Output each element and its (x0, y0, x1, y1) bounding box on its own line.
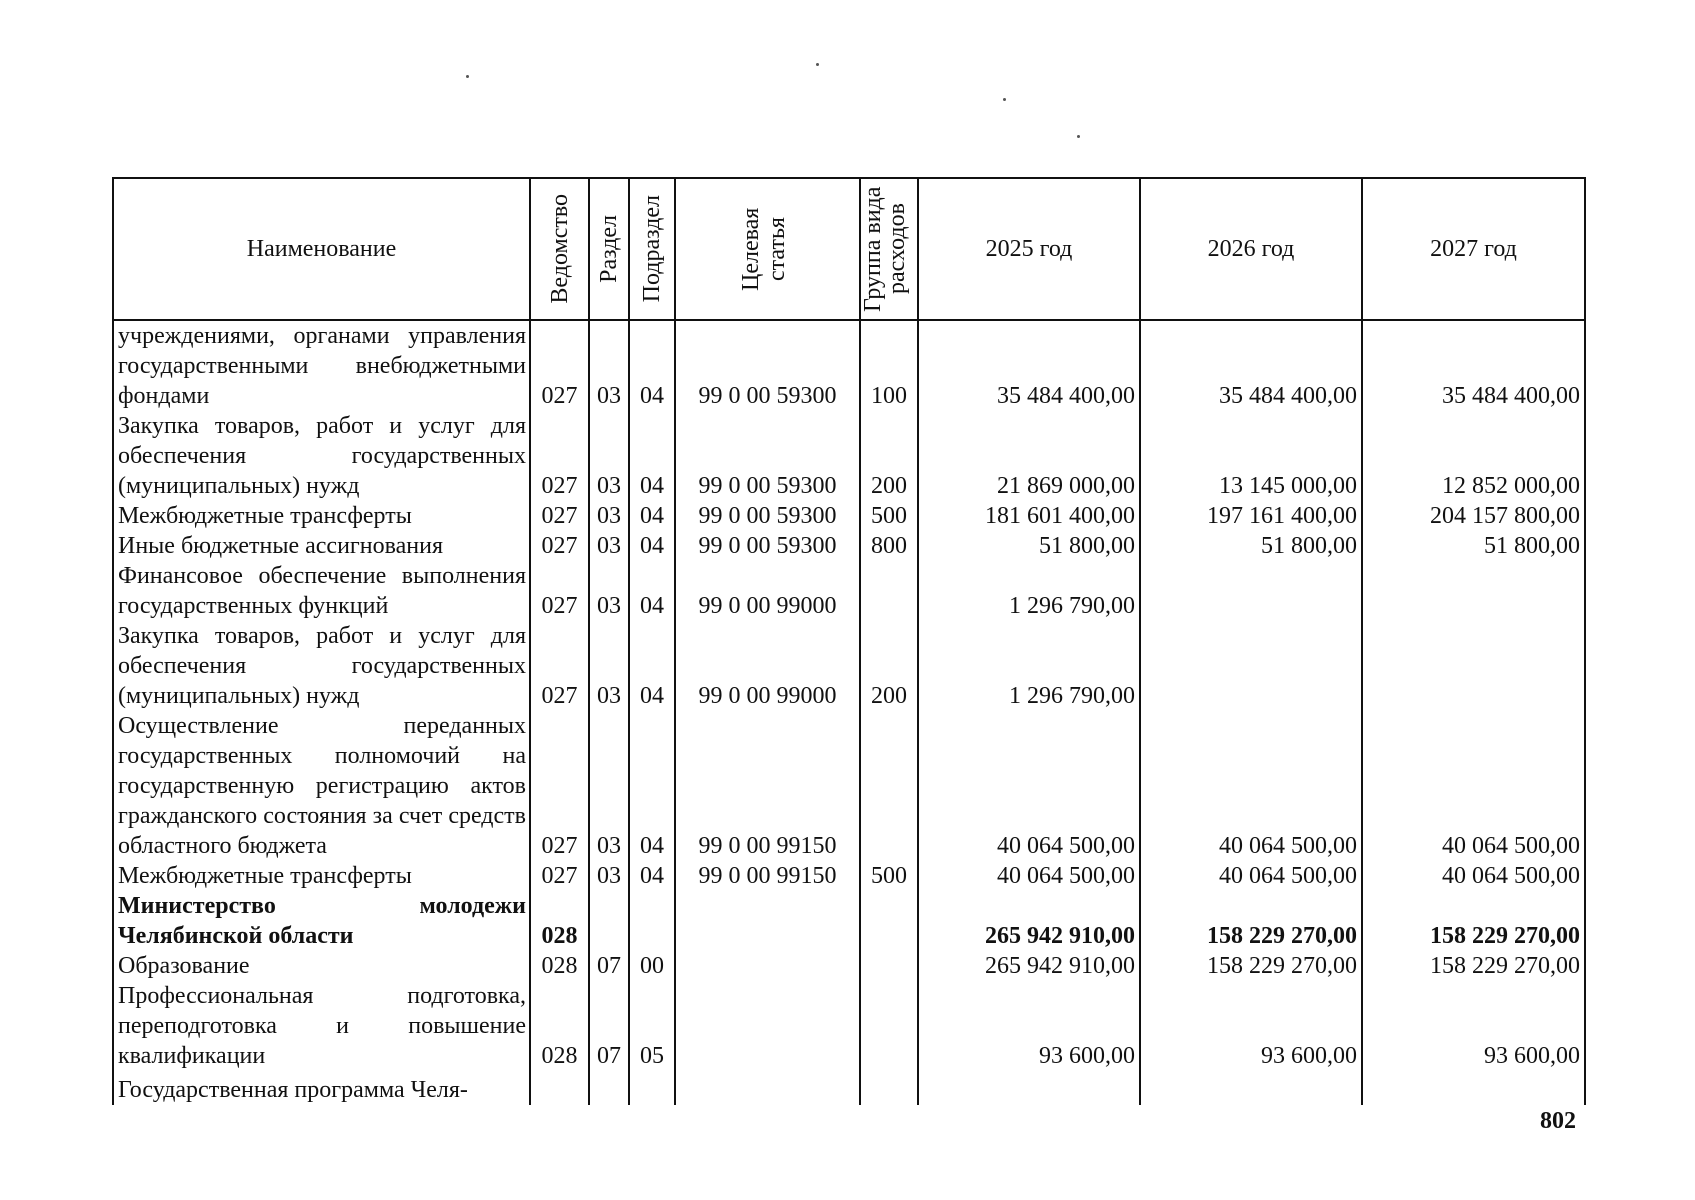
cell-2025: 1 296 790,00 (918, 621, 1140, 711)
cell-vedomstvo (530, 1071, 589, 1105)
table-row (113, 501, 1585, 531)
cell-podrazdel: 00 (629, 951, 675, 981)
header-podrazdel: Подраздел (629, 178, 675, 320)
cell-celevaya-statya: 99 0 00 99000 (675, 561, 860, 621)
cell-2026: 93 600,00 (1140, 981, 1362, 1071)
cell-2027 (1362, 1071, 1585, 1105)
cell-name: Иные бюджетные ассигнования (113, 531, 530, 561)
cell-2027: 204 157 800,00 (1362, 501, 1585, 531)
cell-gruppa: 100 (860, 320, 918, 411)
table-body (113, 320, 1585, 1105)
table-header-row (113, 178, 1585, 320)
cell-2025: 21 869 000,00 (918, 411, 1140, 501)
cell-name: Министерство молодежи Челябинской области (113, 891, 530, 951)
cell-podrazdel: 04 (629, 531, 675, 561)
cell-2026 (1140, 561, 1362, 621)
cell-razdel: 03 (589, 320, 629, 411)
cell-gruppa (860, 891, 918, 951)
cell-gruppa: 800 (860, 531, 918, 561)
cell-celevaya-statya: 99 0 00 59300 (675, 411, 860, 501)
table-row (113, 531, 1585, 561)
cell-2027: 158 229 270,00 (1362, 951, 1585, 981)
cell-gruppa (860, 711, 918, 861)
cell-vedomstvo: 028 (530, 951, 589, 981)
table-row (113, 981, 1585, 1071)
header-celevaya-statya: Целевая статья (675, 178, 860, 320)
cell-2027 (1362, 621, 1585, 711)
cell-2026 (1140, 1071, 1362, 1105)
cell-gruppa (860, 981, 918, 1071)
cell-2025: 51 800,00 (918, 531, 1140, 561)
cell-gruppa: 200 (860, 411, 918, 501)
cell-vedomstvo: 028 (530, 981, 589, 1071)
cell-celevaya-statya: 99 0 00 59300 (675, 501, 860, 531)
cell-2027: 158 229 270,00 (1362, 891, 1585, 951)
cell-2025: 1 296 790,00 (918, 561, 1140, 621)
cell-name: Межбюджетные трансферты (113, 861, 530, 891)
cell-vedomstvo: 027 (530, 320, 589, 411)
page-number: 802 (1540, 1108, 1576, 1134)
table-row (113, 320, 1585, 411)
cell-razdel: 03 (589, 621, 629, 711)
cell-vedomstvo: 027 (530, 621, 589, 711)
cell-2025 (918, 1071, 1140, 1105)
cell-celevaya-statya: 99 0 00 59300 (675, 320, 860, 411)
cell-name: Осуществление переданных государственных полномочий на государственную регистрацию актов гражданского состояния за счет средств областного бюджета (113, 711, 530, 861)
cell-2027: 12 852 000,00 (1362, 411, 1585, 501)
cell-celevaya-statya (675, 891, 860, 951)
cell-gruppa: 200 (860, 621, 918, 711)
cell-razdel: 03 (589, 501, 629, 531)
cell-2027 (1362, 561, 1585, 621)
cell-podrazdel: 04 (629, 320, 675, 411)
table-row (113, 411, 1585, 501)
cell-2025: 181 601 400,00 (918, 501, 1140, 531)
cell-2026: 35 484 400,00 (1140, 320, 1362, 411)
cell-2027: 51 800,00 (1362, 531, 1585, 561)
cell-razdel: 03 (589, 711, 629, 861)
cell-celevaya-statya: 99 0 00 59300 (675, 531, 860, 561)
cell-2025: 265 942 910,00 (918, 951, 1140, 981)
cell-podrazdel: 04 (629, 501, 675, 531)
cell-gruppa (860, 1071, 918, 1105)
cell-razdel: 03 (589, 411, 629, 501)
cell-razdel: 03 (589, 561, 629, 621)
cell-vedomstvo: 027 (530, 531, 589, 561)
header-name: Наименование (113, 178, 530, 320)
cell-2026: 51 800,00 (1140, 531, 1362, 561)
cell-razdel: 03 (589, 861, 629, 891)
table-row (113, 891, 1585, 951)
cell-2025: 40 064 500,00 (918, 861, 1140, 891)
cell-podrazdel: 04 (629, 561, 675, 621)
table-row (113, 561, 1585, 621)
cell-gruppa: 500 (860, 501, 918, 531)
cell-gruppa (860, 951, 918, 981)
header-2025: 2025 год (918, 178, 1140, 320)
cell-name: Межбюджетные трансферты (113, 501, 530, 531)
cell-vedomstvo: 027 (530, 411, 589, 501)
cell-2025: 35 484 400,00 (918, 320, 1140, 411)
header-gruppa-vida-rashodov: Группа вида расходов (860, 178, 918, 320)
cell-name: Финансовое обеспечение выполнения государственных функций (113, 561, 530, 621)
budget-table (112, 177, 1586, 1105)
scan-speck (816, 63, 819, 66)
cell-2026: 13 145 000,00 (1140, 411, 1362, 501)
cell-name: Закупка товаров, работ и услуг для обеспечения государственных (муниципальных) нужд (113, 411, 530, 501)
cell-celevaya-statya: 99 0 00 99000 (675, 621, 860, 711)
cell-2026 (1140, 621, 1362, 711)
cell-2027: 40 064 500,00 (1362, 711, 1585, 861)
cell-name: Закупка товаров, работ и услуг для обеспечения государственных (муниципальных) нужд (113, 621, 530, 711)
header-2027: 2027 год (1362, 178, 1585, 320)
cell-name: Профессиональная подготовка, переподготовка и повышение квалификации (113, 981, 530, 1071)
cell-name: Государственная программа Челя- (113, 1071, 530, 1105)
cell-2026: 197 161 400,00 (1140, 501, 1362, 531)
scan-speck (466, 75, 469, 78)
cell-2027: 35 484 400,00 (1362, 320, 1585, 411)
cell-podrazdel: 04 (629, 861, 675, 891)
table-row (113, 861, 1585, 891)
cell-razdel: 03 (589, 531, 629, 561)
cell-podrazdel: 04 (629, 621, 675, 711)
cell-celevaya-statya (675, 981, 860, 1071)
table-row (113, 951, 1585, 981)
cell-2026: 40 064 500,00 (1140, 861, 1362, 891)
cell-podrazdel: 04 (629, 411, 675, 501)
cell-celevaya-statya: 99 0 00 99150 (675, 861, 860, 891)
header-vedomstvo: Ведомство (530, 178, 589, 320)
cell-razdel: 07 (589, 981, 629, 1071)
cell-razdel: 07 (589, 951, 629, 981)
cell-podrazdel (629, 1071, 675, 1105)
cell-celevaya-statya: 99 0 00 99150 (675, 711, 860, 861)
cell-podrazdel (629, 891, 675, 951)
cell-2025: 265 942 910,00 (918, 891, 1140, 951)
cell-vedomstvo: 027 (530, 711, 589, 861)
cell-razdel (589, 1071, 629, 1105)
cell-name: Образование (113, 951, 530, 981)
cell-2026: 40 064 500,00 (1140, 711, 1362, 861)
cell-podrazdel: 04 (629, 711, 675, 861)
cell-celevaya-statya (675, 951, 860, 981)
cell-2026: 158 229 270,00 (1140, 951, 1362, 981)
table-row (113, 621, 1585, 711)
header-2026: 2026 год (1140, 178, 1362, 320)
cell-2027: 93 600,00 (1362, 981, 1585, 1071)
cell-2025: 40 064 500,00 (918, 711, 1140, 861)
table-row (113, 711, 1585, 861)
cell-vedomstvo: 027 (530, 861, 589, 891)
cell-celevaya-statya (675, 1071, 860, 1105)
cell-gruppa (860, 561, 918, 621)
cell-2027: 40 064 500,00 (1362, 861, 1585, 891)
cell-podrazdel: 05 (629, 981, 675, 1071)
cell-name: учреждениями, органами управления государственными внебюджетными фондами (113, 320, 530, 411)
cell-gruppa: 500 (860, 861, 918, 891)
cell-razdel (589, 891, 629, 951)
cell-vedomstvo: 027 (530, 501, 589, 531)
cell-vedomstvo: 028 (530, 891, 589, 951)
cell-2026: 158 229 270,00 (1140, 891, 1362, 951)
cell-2025: 93 600,00 (918, 981, 1140, 1071)
scan-speck (1077, 135, 1080, 138)
table-row (113, 1071, 1585, 1105)
header-razdel: Раздел (589, 178, 629, 320)
scan-speck (1003, 98, 1006, 101)
cell-vedomstvo: 027 (530, 561, 589, 621)
